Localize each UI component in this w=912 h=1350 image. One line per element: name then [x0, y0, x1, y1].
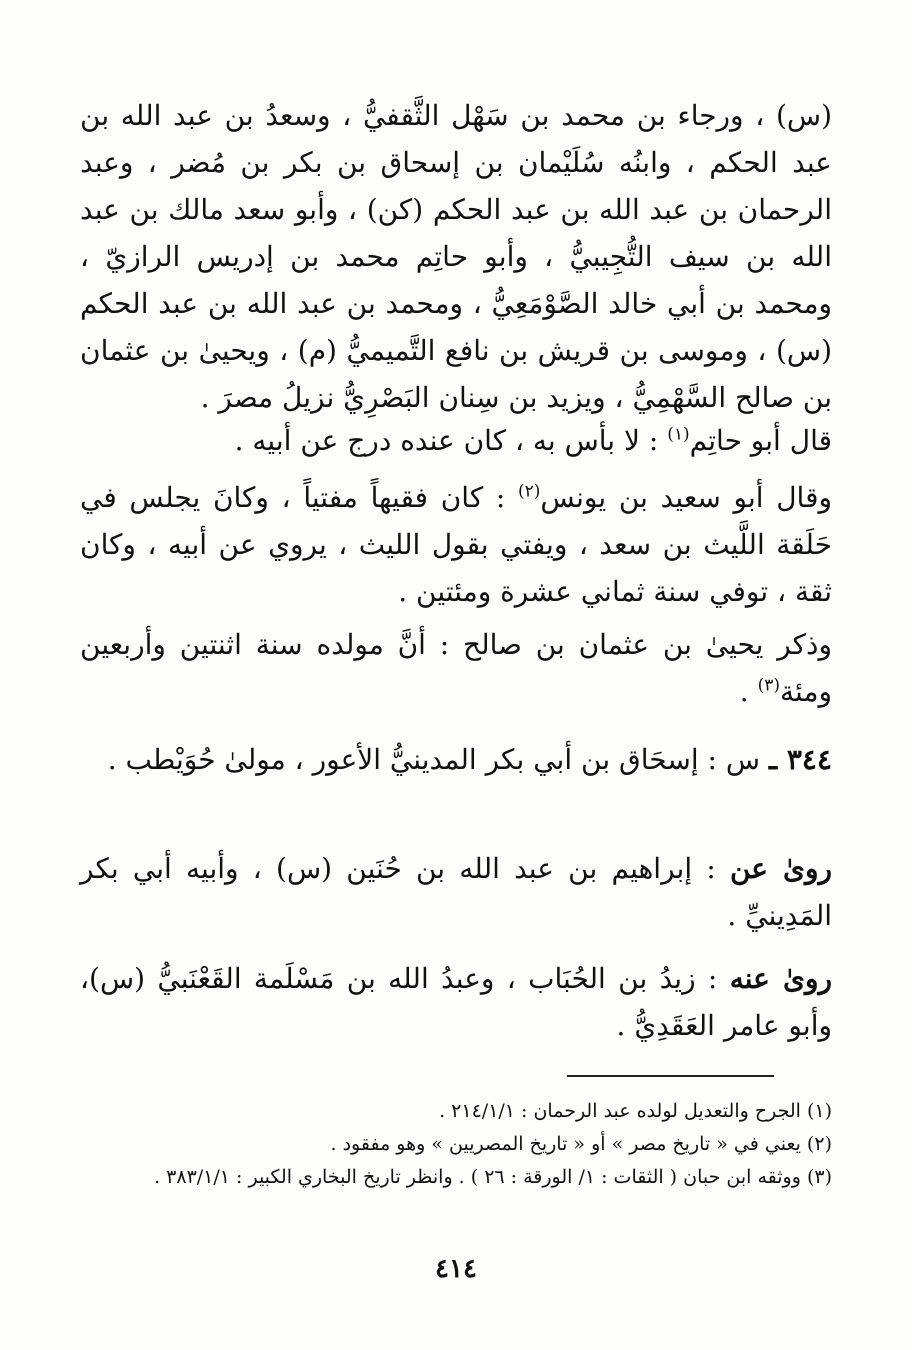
- paragraph-abu-hatim: [80, 417, 832, 464]
- paragraph-line: [80, 845, 832, 939]
- footnote-reference-3: (٣): [757, 675, 781, 696]
- paragraph-text-start: قال أبو حاتِم: [689, 424, 832, 457]
- paragraph-line: [80, 955, 832, 1049]
- footnotes: [80, 1095, 832, 1194]
- entry-line: [80, 736, 832, 783]
- paragraph-text: : إبراهيم بن عبد الله بن حُنَين (س) ، وأبيه أبي بكر المَدِينيِّ .: [80, 852, 832, 932]
- paragraph-yahya: [80, 621, 832, 715]
- footnote-reference-1: (١): [667, 424, 690, 445]
- paragraph-text-end: : كان فقيهاً مفتياً ، وكانَ يجلس في حَلَقة اللَّيث بن سعد ، ويفتي بقول الليث ، يروي عن أبيه ، وكان ثقة ، توفي سنة ثماني عشرة ومئتين .: [80, 481, 832, 608]
- page-number: ٤١٤: [435, 1254, 477, 1284]
- paragraph-text-start: وذكر يحيىٰ بن عثمان بن صالح : أنَّ مولده سنة اثنتين وأربعين ومئة: [80, 628, 832, 708]
- paragraph-narrated-from: [80, 845, 832, 939]
- paragraph-line: [80, 474, 832, 615]
- paragraph-narrators-list: [80, 92, 832, 421]
- paragraph-narrated-by: [80, 955, 832, 1049]
- footnote-divider: [567, 1075, 774, 1077]
- paragraph-text-end: : لا بأس به ، كان عنده درج عن أبيه .: [234, 424, 668, 457]
- footnote-2: (٢) يعني في « تاريخ مصر » أو « تاريخ المصريين » وهو مفقود .: [330, 1133, 832, 1155]
- footnote-reference-2: (٢): [518, 481, 541, 502]
- paragraph-text: : زيدُ بن الحُبَاب ، وعبدُ الله بن مَسْلَمة القَعْنَبيُّ (س)، وأبو عامر العَقَدِيُّ .: [80, 962, 832, 1042]
- paragraph-text: (س) ، ورجاء بن محمد بن سَهْل الثَّقفيُّ ، وسعدُ بن عبد الله بن عبد الحكم ، وابنُه سُلَيْمان بن إسحاق بن بكر بن مُضر ، وعبد الرحمان بن عبد الله بن عبد الحكم (كن) ، وأبو سعد مالك بن عبد الله بن سيف التُّجِيبيُّ ، وأبو حاتِم محمد بن إدريس الرازيّ ، ومحمد بن أبي خالد الصَّوْمَعِيُّ ، ومحمد بن عبد الله بن عبد الحكم (س) ، وموسى بن قريش بن نافع التَّميميُّ (م) ، ويحيىٰ بن عثمان بن صالح السَّهْمِيُّ ، ويزيد بن سِنان البَصْرِيُّ نزيلُ مصرَ .: [80, 99, 832, 414]
- paragraph-text-end: .: [739, 675, 758, 708]
- narrated-by-label: روىٰ عنه: [729, 962, 833, 995]
- footnote-1: (١) الجرح والتعديل لولده عبد الرحمان : ٢١٤/١/١ .: [439, 1100, 832, 1122]
- entry-heading: [80, 736, 832, 783]
- paragraph-line: [80, 417, 832, 464]
- paragraph-text-start: وقال أبو سعيد بن يونس: [540, 481, 832, 514]
- entry-title: س : إسحَاق بن أبي بكر المدينيُّ الأعور ، مولىٰ حُوَيْطب .: [107, 743, 769, 776]
- entry-number: ٣٤٤ ـ: [768, 743, 832, 776]
- narrated-from-label: روىٰ عن: [729, 852, 833, 885]
- paragraph-line: [80, 621, 832, 715]
- paragraph-ibn-yunus: [80, 474, 832, 615]
- footnote-3: (٣) ووثقه ابن حبان ( الثقات : ١/ الورقة : ٢٦ ) . وانظر تاريخ البخاري الكبير : ٣٨٣/١/١ .: [154, 1166, 832, 1188]
